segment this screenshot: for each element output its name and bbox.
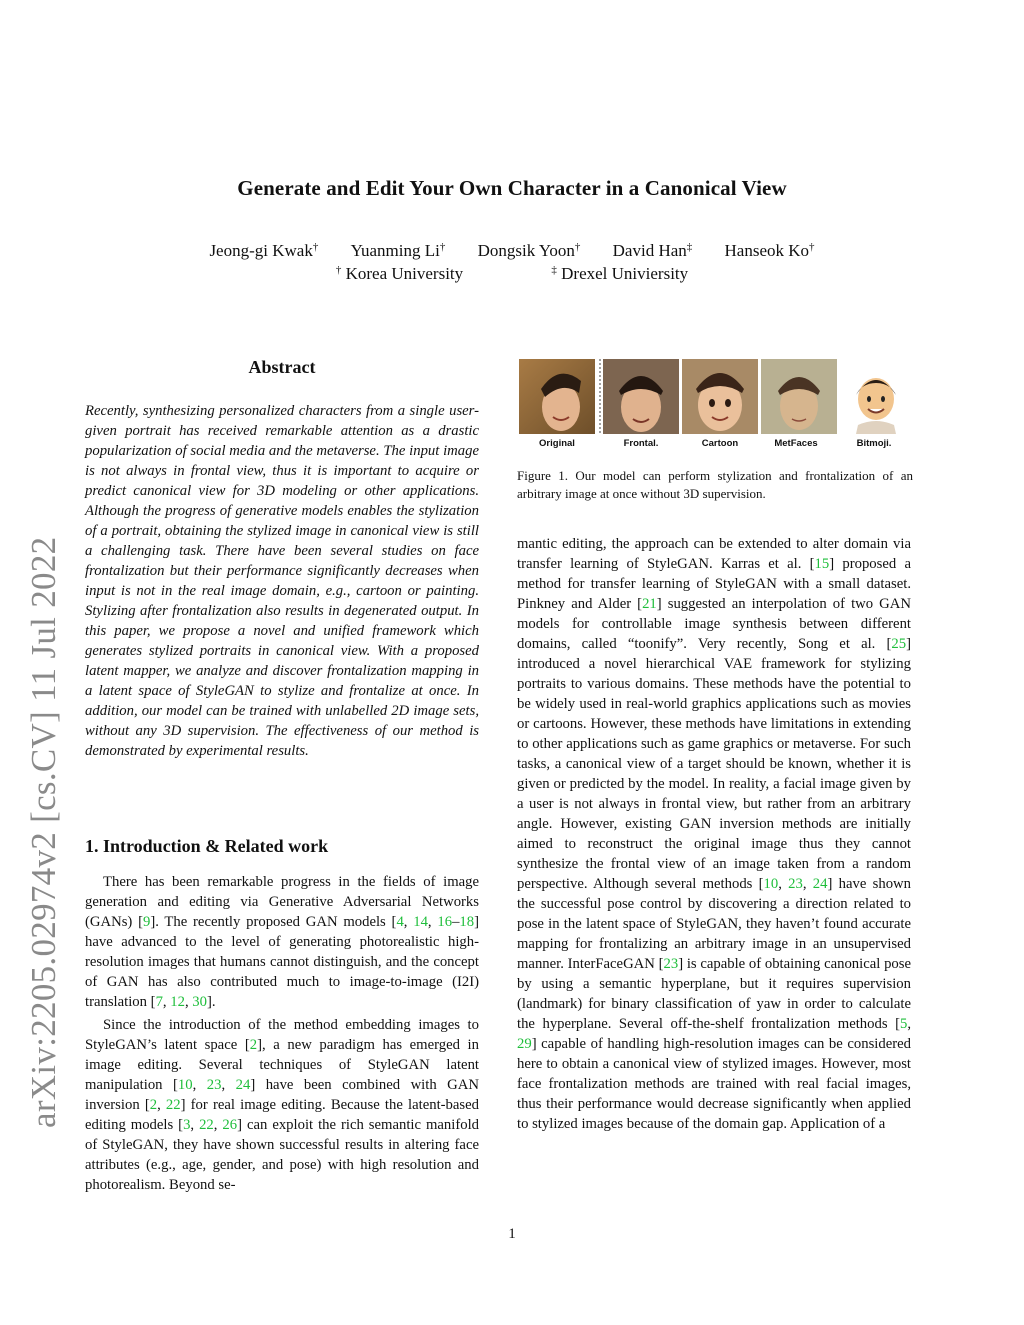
citation-link[interactable]: 15 — [814, 556, 830, 572]
citation-link[interactable]: 7 — [155, 994, 163, 1010]
figure-label: Cartoon — [701, 438, 739, 449]
citation-link[interactable]: 2 — [149, 1097, 158, 1113]
citation-link[interactable]: 24 — [235, 1077, 251, 1093]
citation-link[interactable]: 23 — [663, 956, 679, 972]
affiliation: ‡ Drexel Univiersity — [551, 264, 689, 283]
author: Yuanming Li† — [350, 241, 446, 260]
affiliation-list — [0, 264, 1024, 284]
citation-link[interactable]: 9 — [143, 914, 151, 930]
citation-link[interactable]: 29 — [517, 1036, 532, 1052]
photo-frontal — [603, 359, 679, 434]
paragraph: mantic editing, the approach can be extended to alter domain via transfer learning of StyleGAN. Karras et al. [15] proposed a method for transfer learning of StyleGAN with a small dataset. Pinkney and Alder [21] suggested an interpolation of two GAN models for controllable image synthesis between different domains, called “toonify”. Very recently, Song et al. [25] introduced a novel hierarchical VAE framework for stylizing portraits to various domains. These methods have the potential to be widely used in real-world graphics applications such as movies or cartoons. However, these methods have limitations in extending to other applications such as game graphics or metaverse. For such tasks, a canonical view of a target should be known, whether it is given or predicted by the model. In reality, a facial image given by a user is not always in frontal view, but rather from an arbitrary angle. However, existing GAN inversion methods are initially aimed to reconstruct the original image thus they cannot synthesize the frontal view of an image taken from a random perspective. Although several methods [10, 23, 24] have shown the successful pose control by discovering a direction related to pose in the latent space of StyleGAN, they haven’t found accurate mapping for frontalizing an arbitrary image in an unsupervised manner. InterFaceGAN [23] is capable of obtaining canonical pose by using a semantic hyperplane, but it requires supervision (landmark) for binary classification of yaw in order to calculate the hyperplane. Several off-the-shelf frontalization methods [5, 29] capable of handling high-resolution images can be considered here to obtain a canonical view of stylized images. However, most face frontalization methods are trained with real facial images, thus their performance would decrease significantly when applied to stylized images because of the domain gap. Application of a — [517, 536, 911, 1132]
citation-link[interactable]: 25 — [891, 636, 907, 652]
divider-line — [598, 359, 602, 434]
photo-metfaces — [761, 359, 837, 434]
page-number: 1 — [508, 1226, 516, 1242]
citation-link[interactable]: 26 — [222, 1117, 238, 1133]
citation-link[interactable]: 3 — [183, 1117, 191, 1133]
paragraph: There has been remarkable progress in the fields of image generation and editing via Generative Adversarial Networks (GANs) [9]. The recently proposed GAN models [4, 14, 16–18] have advanced to the level of generating photorealistic high-resolution images that humans cannot distinguish, and the concept of GAN has also contributed much to image-to-image (I2I) translation [7, 12, 30]. — [85, 874, 479, 1010]
paper-title: Generate and Edit Your Own Character in a Canonical View — [237, 176, 787, 200]
abstract-heading: Abstract — [248, 357, 316, 377]
left-column-body — [85, 872, 479, 1195]
citation-link[interactable]: 22 — [165, 1097, 181, 1113]
citation-link[interactable]: 23 — [788, 876, 803, 892]
citation-link[interactable]: 22 — [199, 1117, 214, 1133]
figure-label: Original — [539, 438, 575, 449]
author: Jeong-gi Kwak† — [209, 241, 319, 260]
figure-1 — [517, 359, 913, 437]
figure-label: Bitmoji. — [856, 438, 892, 449]
citation-link[interactable]: 12 — [170, 994, 185, 1010]
abstract-text: Recently, synthesizing personalized characters from a single user-given portrait has received remarkable attention as a drastic popularization of social media and the metaverse. The input image is not always in frontal view, thus it is important to acquire or predict canonical view for 3D modeling or other applications. Although the progress of generative models enables the stylization of a portrait, obtaining the stylized image in canonical view is still a challenging task. There have been several studies on face frontalization but their performance significantly decreases when input is not in the real image domain, e.g., cartoon or painting. Stylizing after frontalization also results in degenerated output. In this paper, we propose a novel and unified framework which generates stylized portraits in canonical view. With a proposed latent mapper, we analyze and discover frontalization mapping in a latent space of StyleGAN to stylize and frontalize at once. In addition, our model can be trained with unlabelled 2D image sets, without any 3D supervision. The effectiveness of our method is demonstrated by experimental results. — [85, 403, 479, 759]
citation-link[interactable]: 24 — [812, 876, 828, 892]
figure-caption: Figure 1. Our model can perform stylization and frontalization of an arbitrary image at once without 3D supervision. — [517, 468, 913, 501]
citation-link[interactable]: 18 — [459, 914, 475, 930]
right-column-body — [517, 534, 911, 1134]
author: David Han‡ — [612, 241, 693, 260]
citation-link[interactable]: 4 — [396, 914, 404, 930]
citation-link[interactable]: 21 — [642, 596, 657, 612]
figure-label: MetFaces — [774, 438, 818, 449]
paragraph: Since the introduction of the method embedding images to StyleGAN’s latent space [2], a new paradigm has emerged in image editing. Several techniques of StyleGAN latent manipulation [10, 23, 24] have been combined with GAN inversion [2, 22] for real image editing. Because the latent-based editing models [3, 22, 26] can exploit the rich semantic manifold of StyleGAN, they have shown successful results in altering face attributes (e.g., age, gender, and pose) with high resolution and photorealism. Beyond se- — [85, 1017, 480, 1193]
author-list — [0, 241, 1024, 261]
section-heading: 1. Introduction & Related work — [85, 836, 329, 856]
citation-link[interactable]: 10 — [763, 876, 779, 892]
citation-link[interactable]: 23 — [206, 1077, 222, 1093]
author: Dongsik Yoon† — [477, 241, 581, 260]
citation-link[interactable]: 2 — [249, 1037, 258, 1053]
citation-link[interactable]: 16 — [437, 914, 453, 930]
figure-label: Frontal. — [623, 438, 659, 449]
photo-bitmoji — [840, 359, 913, 434]
affiliation: † Korea University — [335, 264, 464, 283]
citation-link[interactable]: 14 — [413, 914, 428, 930]
photo-original — [519, 359, 595, 434]
arxiv-stamp: arXiv:2205.02974v2 [cs.CV] 11 Jul 2022 — [24, 536, 63, 1128]
photo-cartoon — [682, 359, 758, 434]
citation-link[interactable]: 5 — [899, 1016, 908, 1032]
author: Hanseok Ko† — [724, 241, 815, 260]
citation-link[interactable]: 30 — [192, 994, 207, 1010]
citation-link[interactable]: 10 — [177, 1077, 193, 1093]
